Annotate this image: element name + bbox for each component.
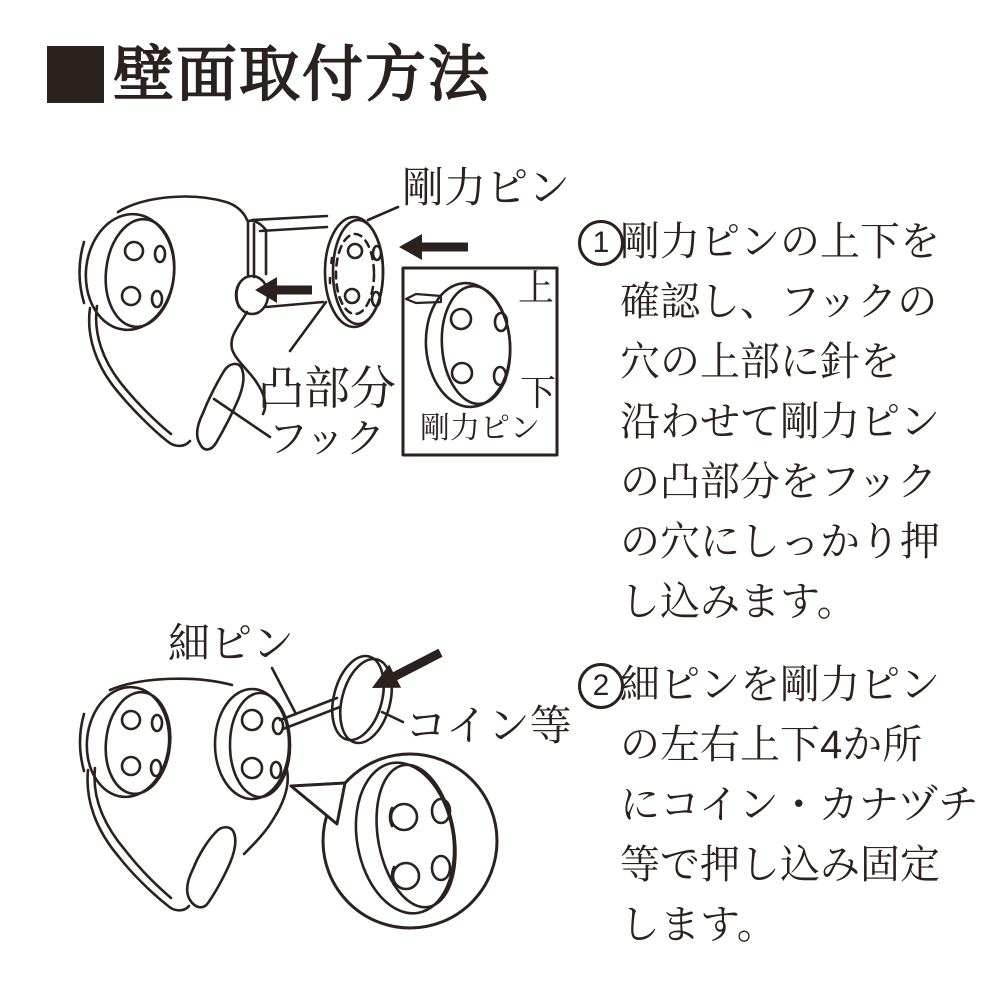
pin-disc-hole: [345, 289, 359, 303]
hook-label: フック: [268, 417, 386, 461]
step-2-number: 2: [578, 663, 624, 709]
plate-hole: [122, 757, 140, 775]
title-square-icon: [47, 46, 104, 103]
inset-caption: 剛力ピン: [420, 412, 540, 445]
hook-plate-face: [101, 216, 180, 331]
hook-band-rim-arc: [80, 242, 85, 303]
magnified-hole: [391, 804, 417, 830]
inset-down-label: 下: [520, 372, 557, 413]
leader-pin-label: [368, 207, 398, 220]
pin-disc-hole: [348, 244, 362, 258]
pin-disc-hole: [372, 292, 380, 306]
plate-hole: [155, 246, 165, 262]
mounted-pin-hole: [242, 758, 262, 778]
step-1-line: し込みます。: [620, 580, 857, 624]
magnifier-tail: [291, 783, 345, 824]
step-1-number: 1: [578, 220, 624, 266]
coin-rim: [324, 650, 393, 745]
magnified-hole: [393, 863, 419, 889]
leader-protrusion-label: [290, 302, 326, 351]
plate-hole: [152, 291, 162, 307]
hook-top-edge: [118, 197, 247, 220]
plate-hole: [122, 711, 140, 729]
step-2-line: します。: [620, 903, 777, 947]
magnified-disc-outer: [345, 755, 466, 921]
plate-hole: [151, 760, 161, 776]
coin-label: コイン等: [405, 702, 572, 749]
hook-band-rim-arc: [80, 714, 84, 771]
page-title-text: 壁面取付方法: [113, 40, 492, 108]
pin-disc-hole: [373, 246, 381, 260]
pin-label: 剛力ピン: [402, 164, 571, 211]
step-1-line: の凸部分をフック: [620, 460, 938, 504]
thin-pin-label: 細ピン: [168, 620, 295, 667]
step-1-line: の穴にしっかり押: [620, 520, 940, 564]
step-2-line: 等で押し込み固定: [620, 843, 940, 887]
insert-direction-arrow-icon: [399, 234, 468, 260]
hook-band-inner-line: [95, 768, 171, 898]
page-title: [47, 40, 492, 108]
step-1-line: 沿わせて剛力ピン: [620, 400, 940, 444]
magnified-hole: [432, 856, 450, 880]
mounted-pin-hole: [271, 762, 281, 778]
hook-finger: [187, 827, 235, 907]
mounted-pin-hole: [242, 710, 262, 730]
step-2: [578, 655, 1000, 955]
hook-band-outline: [88, 770, 189, 910]
protrusion-label: 凸部分: [258, 362, 396, 414]
inset-disc-hole: [451, 309, 471, 329]
inset-disc-face: [438, 284, 514, 406]
step-1-line: 剛力ピンの上下を: [620, 220, 940, 264]
step-1-line: 穴の上部に針を: [620, 340, 900, 384]
leader-thin-pin-label: [272, 668, 296, 714]
step-1: [578, 212, 1000, 632]
keyhole-slot: [248, 221, 266, 277]
step-2-line: の左右上下4か所: [620, 723, 923, 767]
mounted-pin-disc-outer: [215, 689, 289, 799]
keyhole-bulb: [236, 276, 268, 314]
inset-disc-hole: [494, 367, 506, 385]
magnified-disc-face: [366, 758, 466, 913]
inset-disc-hole: [452, 363, 472, 383]
inset-up-label: 上: [518, 267, 555, 308]
hook-finger: [197, 364, 243, 450]
mounted-pin-disc-face: [230, 693, 290, 797]
press-direction-arrow-icon: [372, 649, 443, 688]
step-2-line: 細ピンを剛力ピン: [620, 663, 940, 707]
hook-plate-face: [101, 689, 175, 797]
diagram-thin-pin-fixing: [40, 590, 600, 990]
step-2-line: にコイン・カナヅチ: [620, 783, 979, 827]
plate-hole: [152, 715, 162, 731]
plate-hole: [125, 242, 143, 260]
diagram-pin-insertion: [40, 150, 580, 490]
plate-hole: [122, 287, 140, 305]
hook-band-inner-line: [96, 306, 171, 434]
keyhole-bulb-inner-arc: [237, 284, 240, 307]
step-1-line: 確認し、フックの: [620, 280, 938, 324]
